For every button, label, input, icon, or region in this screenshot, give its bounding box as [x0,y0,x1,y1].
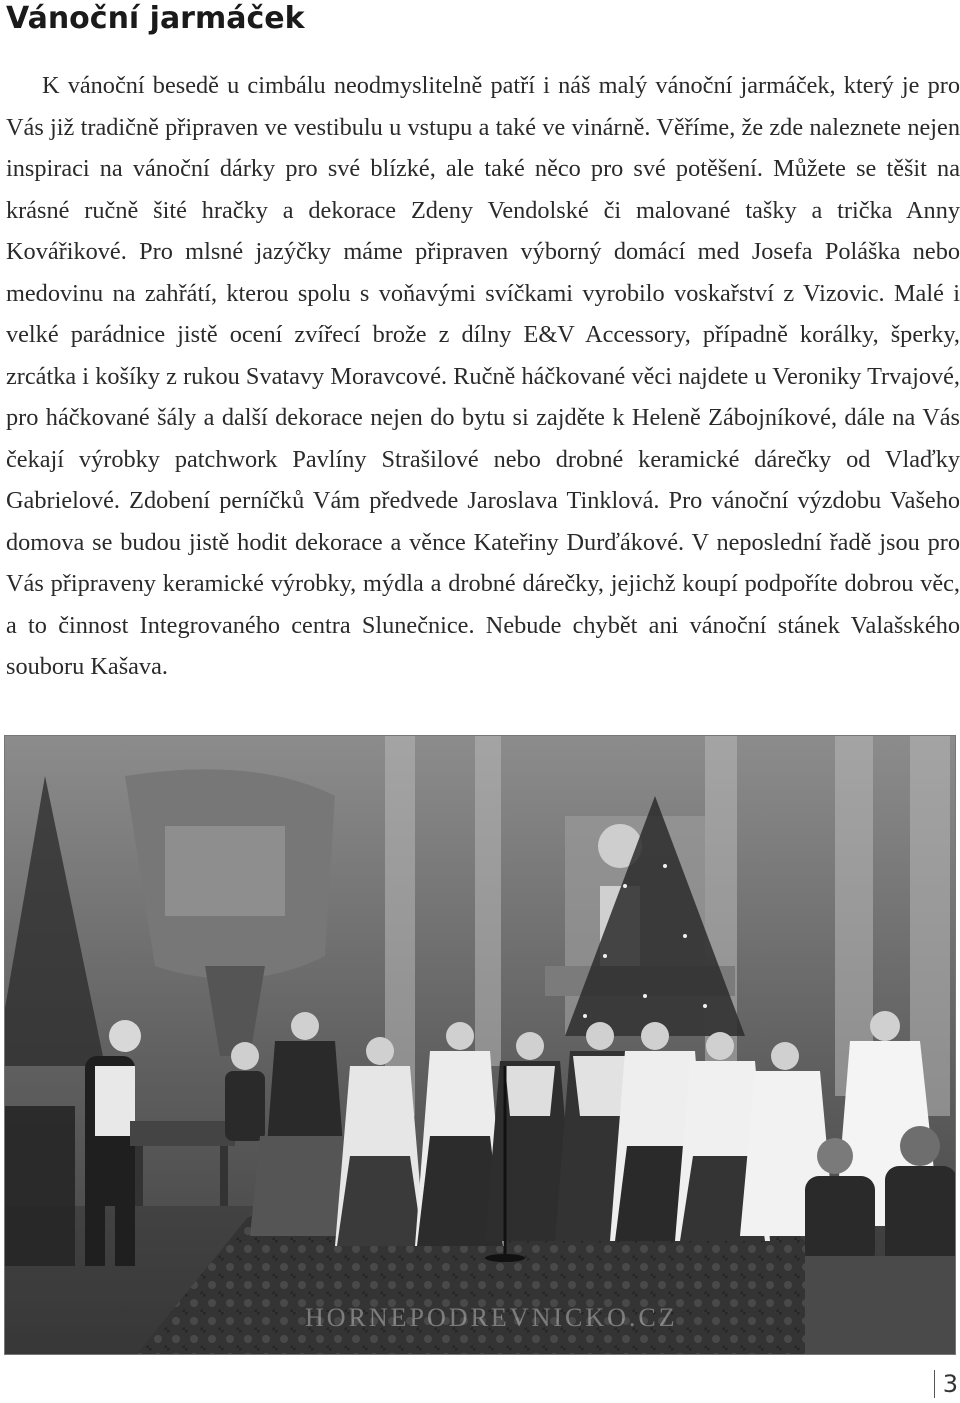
article-title: Vánoční jarmáček [6,1,305,36]
cimbalom [130,1121,235,1146]
church-concert-photo [4,735,956,1355]
photo-watermark: HORNEPODREVNICKO.CZ [305,1303,678,1332]
photo-illustration [5,736,956,1355]
page-number: 3 [934,1370,958,1398]
article-body: K vánoční besedě u cimbálu neodmyslitelně patří i náš malý vánoční jarmáček, který je pro Vás již tradičně připraven ve vestibulu u vstupu a také ve vinárně. Věříme, že zde naleznete nejen inspiraci na vánoční dárky pro své blízké, ale také něco pro své potěšení. Můžete se těšit na krásné ručně šité hračky a dekorace Zdeny Vendolské či malované tašky a trička Anny Kovářikové. Pro mlsné jazýčky máme připraven výborný domácí med Josefa Poláška nebo medovinu na zahřátí, kterou spolu s voňavými svíčkami vyrobilo voskařství z Vizovic. Malé i velké parádnice jistě ocení zvířecí brože z dílny E&V Accessory, případně korálky, šperky, zrcátka i košíky z rukou Svatavy Moravcové. Ručně háčkované věci najdete u Veroniky Trvajové, pro háčkované šály a další dekorace nejen do bytu si zajděte k Heleně Zábojníkové, dále na Vás čekají výrobky patchwork Pavlíny Strašilové nebo drobné keramické dárečky od Vlaďky Gabrielové. Zdobení perníčků Vám předvede Jaroslava Tinklová. Pro vánoční výzdobu Vašeho domova se budou jistě hodit dekorace a věnce Kateřiny Durďákové. V neposlední řadě jsou pro Vás připraveny keramické výrobky, mýdla a drobné dárečky, jejichž koupí podpoříte dobrou věc, a to činnost Integrovaného centra Slunečnice. Nebude chybět ani vánoční stánek Valašského souboru Kašava. [6,72,960,680]
